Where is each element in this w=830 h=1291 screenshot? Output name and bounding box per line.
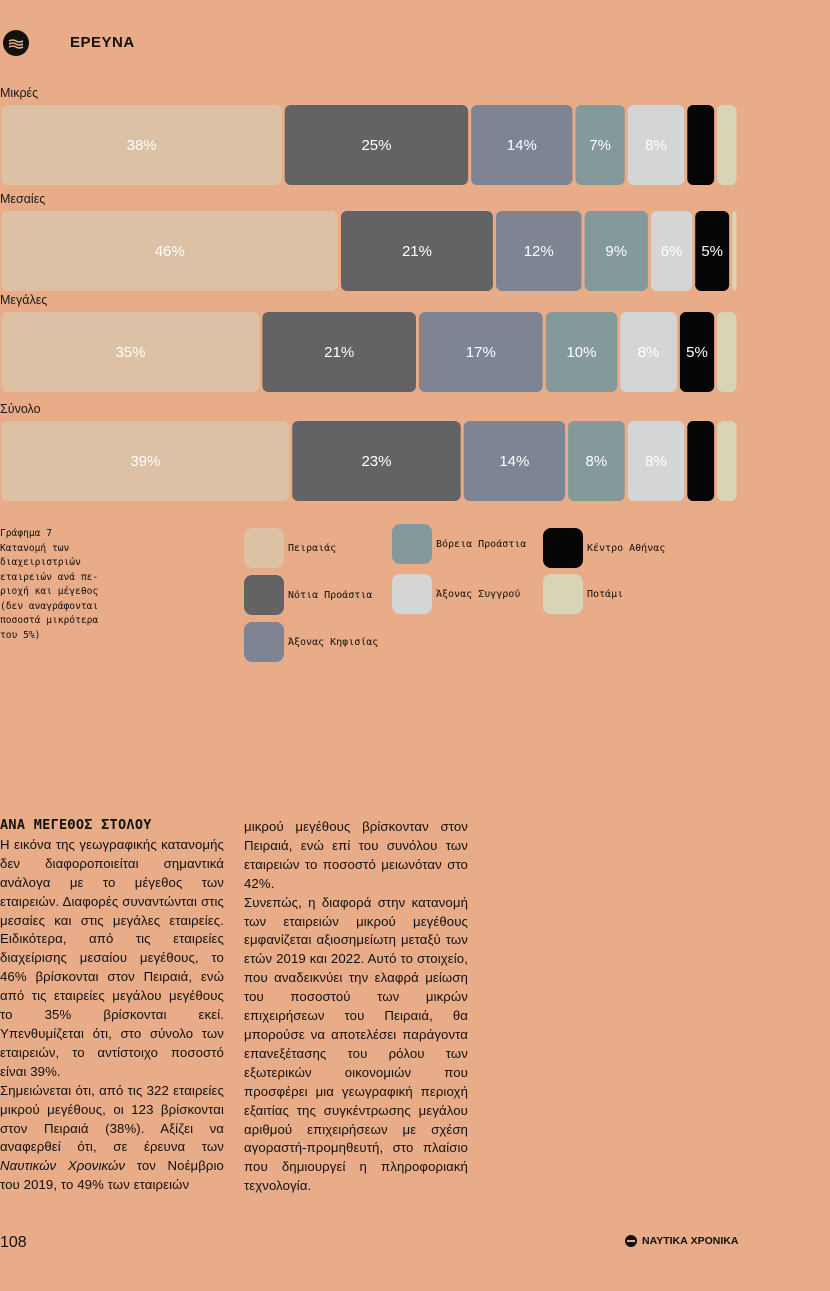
brand-name: ΝΑΥΤΙΚΑ ΧΡΟΝΙΚΑ	[642, 1235, 739, 1247]
bar-value-label: 14%	[499, 453, 530, 470]
legend-swatch	[392, 524, 432, 564]
wave-logo-icon	[3, 30, 29, 56]
bar-segment	[717, 105, 736, 185]
legend-swatch	[543, 574, 583, 614]
bar-value-label: 17%	[465, 344, 496, 361]
row-label: Σύνολο	[0, 402, 41, 416]
legend-item	[244, 575, 372, 615]
row-label: Μικρές	[0, 86, 39, 100]
bar-value-label: 35%	[115, 344, 146, 361]
page-number: 108	[0, 1234, 27, 1251]
legend-label: Βόρεια Προάστια	[436, 538, 527, 550]
bar-value-label: 25%	[361, 137, 392, 154]
row-label: Μεγάλες	[0, 293, 48, 307]
bar-value-label: 39%	[130, 453, 161, 470]
article-paragraph: μικρού μεγέθους βρίσκονταν στον Πειραιά, ενώ επί του συνόλου των εταιρειών το ποσοστό μειωνόταν στο 42%.	[244, 819, 468, 891]
legend-swatch	[244, 575, 284, 615]
legend-swatch	[543, 528, 583, 568]
chart-caption: Γράφημα 7 Κατανομή των διαχειριστριών εταιρειών ανά πε- ριοχή και μέγεθος (δεν αναγράφονται ποσοστά μικρότερα του 5%)	[0, 528, 99, 641]
legend-item	[543, 574, 623, 614]
bar-value-label: 38%	[126, 137, 157, 154]
legend-label: Άξονας Κηφισίας	[288, 636, 379, 648]
bar-value-label: 5%	[701, 243, 724, 260]
legend-item	[244, 622, 378, 662]
legend-swatch	[392, 574, 432, 614]
footer-brand	[625, 1235, 738, 1247]
bar-value-label: 5%	[686, 344, 708, 361]
bar-segment	[732, 211, 736, 291]
bar-value-label: 8%	[637, 344, 660, 361]
bar-value-label: 10%	[566, 344, 597, 361]
bar-value-label: 8%	[585, 453, 608, 470]
bar-value-label: 21%	[401, 243, 432, 260]
bar-value-label: 46%	[154, 243, 185, 260]
bar-segment	[717, 421, 736, 501]
bar-value-label: 6%	[660, 243, 683, 260]
row-label: Μεσαίες	[0, 192, 46, 206]
article-paragraph: Σημειώνεται ότι, από τις 322 εταιρείες μικρού μεγέθους, οι 123 βρίσκονται στον Πειραιά (38%). Αξίζει να αναφερθεί ότι, σε έρευνα των Ναυτικών Χρονικών τον Νοέμβριο του 2019, το 49% των εταιρειών	[0, 1082, 224, 1193]
section-title: ΕΡΕΥΝΑ	[70, 34, 135, 51]
legend-item	[392, 574, 520, 614]
legend-label: Άξονας Συγγρού	[436, 588, 521, 600]
article-paragraph: Συνεπώς, η διαφορά στην κατανομή των εταιρειών μικρού μεγέθους εμφανίζεται αξιοσημείωτη μεταξύ των ετών 2019 και 2022. Αυτό το στοιχείο, που αναδεικνύει την ελαφρά μείωση του ποσοστού των μικρών επιχειρήσεων του Πειραιά, θα μπορούσε να αποτελέσει παράγοντα επανεξέτασης του ρόλου των εξωτερικών οικονομιών που προσφέρει μια γεωγραφική περιοχή εξαιτίας της συγκέντρωσης μεγάλου αριθμού επιχειρήσεων με σχέση αγοραστή-προμηθευτή, στο πλαίσιο που δημιουργεί η πληροφοριακή τεχνολογία.	[244, 894, 468, 1194]
bar-value-label: 12%	[523, 243, 554, 260]
bar-segment	[717, 312, 736, 392]
brand-logo-icon	[625, 1235, 637, 1247]
bar-value-label: 7%	[589, 137, 611, 154]
bar-value-label: 8%	[645, 453, 667, 470]
article-heading: ΑΝΑ ΜΕΓΕΘΟΣ ΣΤΟΛΟΥ	[0, 817, 152, 833]
article-column-2	[244, 818, 468, 1196]
bar-segment	[687, 421, 714, 501]
bar-value-label: 23%	[361, 453, 392, 470]
legend-label: Κέντρο Αθήνας	[587, 542, 666, 554]
legend-item	[543, 528, 665, 568]
legend-swatch	[244, 622, 284, 662]
stacked-bar-chart	[0, 80, 760, 505]
bar-value-label: 9%	[605, 243, 628, 260]
legend-label: Νότια Προάστια	[288, 589, 373, 601]
legend-item	[244, 528, 336, 568]
legend-label: Πειραιάς	[288, 542, 337, 554]
bar-value-label: 14%	[506, 137, 537, 154]
bar-value-label: 8%	[645, 137, 667, 154]
legend-item	[392, 524, 526, 564]
bar-segment	[687, 105, 714, 185]
legend-swatch	[244, 528, 284, 568]
article-column-1	[0, 816, 224, 1195]
legend-label: Ποτάμι	[587, 588, 624, 600]
bar-value-label: 21%	[324, 344, 355, 361]
article-paragraph: Η εικόνα της γεωγραφικής κατανομής δεν διαφοροποιείται σημαντικά ανάλογα με το μέγεθος των εταιρειών. Διαφορές συναντώνται στις μεσαίες και στις μεγάλες εταιρείες. Ειδικότερα, από τις εταιρείες διαχείρισης μεσαίου μεγέθους, το 46% βρίσκονται στον Πειραιά, ενώ από τις εταιρείες μεγάλου μεγέθους το 35% βρίσκονται εκεί. Υπενθυμίζεται ότι, στο σύνολο των εταιρειών, το αντίστοιχο ποσοστό είναι 39%.	[0, 836, 224, 1079]
